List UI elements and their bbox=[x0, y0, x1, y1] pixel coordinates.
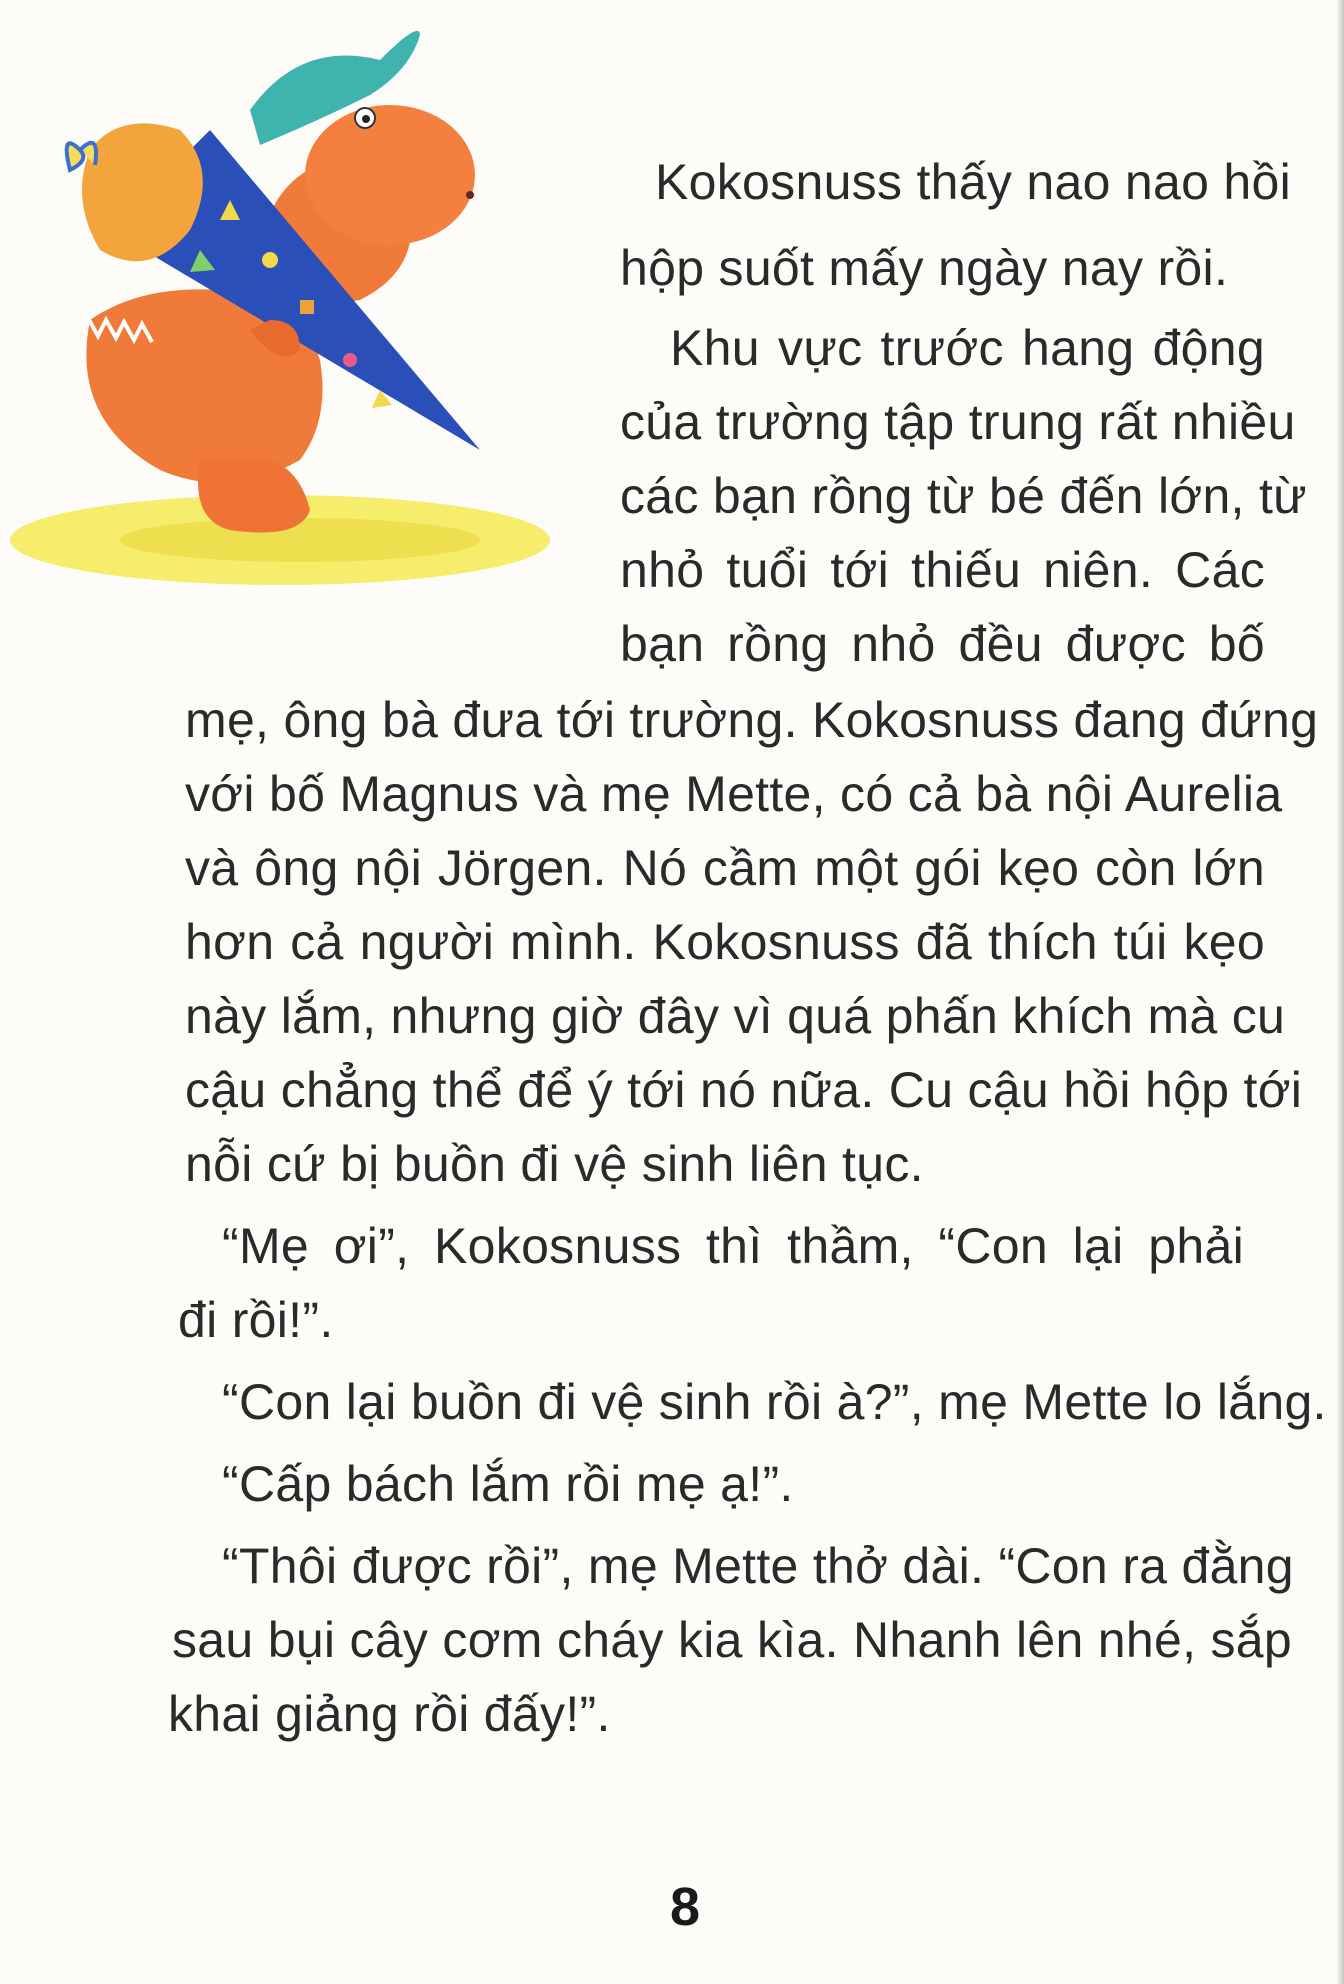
text-line: Kokosnuss thấy nao nao hồi bbox=[655, 154, 1292, 210]
text-line: “Con lại buồn đi vệ sinh rồi à?”, mẹ Mette lo lắng. bbox=[222, 1374, 1327, 1430]
text-line: với bố Magnus và mẹ Mette, có cả bà nội Aurelia bbox=[185, 766, 1283, 822]
text-line: khai giảng rồi đấy!”. bbox=[168, 1686, 611, 1742]
dragon-illustration bbox=[0, 0, 560, 610]
text-line: sau bụi cây cơm cháy kia kìa. Nhanh lên nhé, sắp bbox=[172, 1612, 1293, 1668]
text-line: Khu vực trước hang động bbox=[670, 320, 1265, 376]
text-line: hộp suốt mấy ngày nay rồi. bbox=[620, 240, 1229, 296]
text-line: này lắm, nhưng giờ đây vì quá phấn khích mà cu bbox=[185, 988, 1286, 1044]
text-line: “Cấp bách lắm rồi mẹ ạ!”. bbox=[222, 1456, 794, 1512]
text-line: bạn rồng nhỏ đều được bố bbox=[620, 616, 1265, 672]
text-line: “Thôi được rồi”, mẹ Mette thở dài. “Con ra đằng bbox=[222, 1538, 1294, 1594]
dragon-leg bbox=[198, 460, 310, 533]
text-line: của trường tập trung rất nhiều bbox=[620, 394, 1296, 450]
text-line: và ông nội Jörgen. Nó cầm một gói kẹo còn lớn bbox=[185, 840, 1265, 896]
text-line: các bạn rồng từ bé đến lớn, từ bbox=[620, 468, 1307, 524]
text-line: mẹ, ông bà đưa tới trường. Kokosnuss đang đứng bbox=[185, 692, 1319, 748]
page-number: 8 bbox=[669, 1877, 701, 1937]
page-edge bbox=[1336, 0, 1344, 1984]
text-line: “Mẹ ơi”, Kokosnuss thì thầm, “Con lại phải bbox=[222, 1218, 1244, 1274]
text-line: nỗi cứ bị buồn đi vệ sinh liên tục. bbox=[185, 1136, 924, 1192]
text-line: hơn cả người mình. Kokosnuss đã thích túi kẹo bbox=[185, 914, 1265, 970]
text-line: nhỏ tuổi tới thiếu niên. Các bbox=[620, 542, 1265, 598]
text-line: cậu chẳng thể để ý tới nó nữa. Cu cậu hồi hộp tới bbox=[185, 1062, 1303, 1118]
dragon-head bbox=[305, 105, 475, 245]
text-line: đi rồi!”. bbox=[178, 1292, 334, 1348]
